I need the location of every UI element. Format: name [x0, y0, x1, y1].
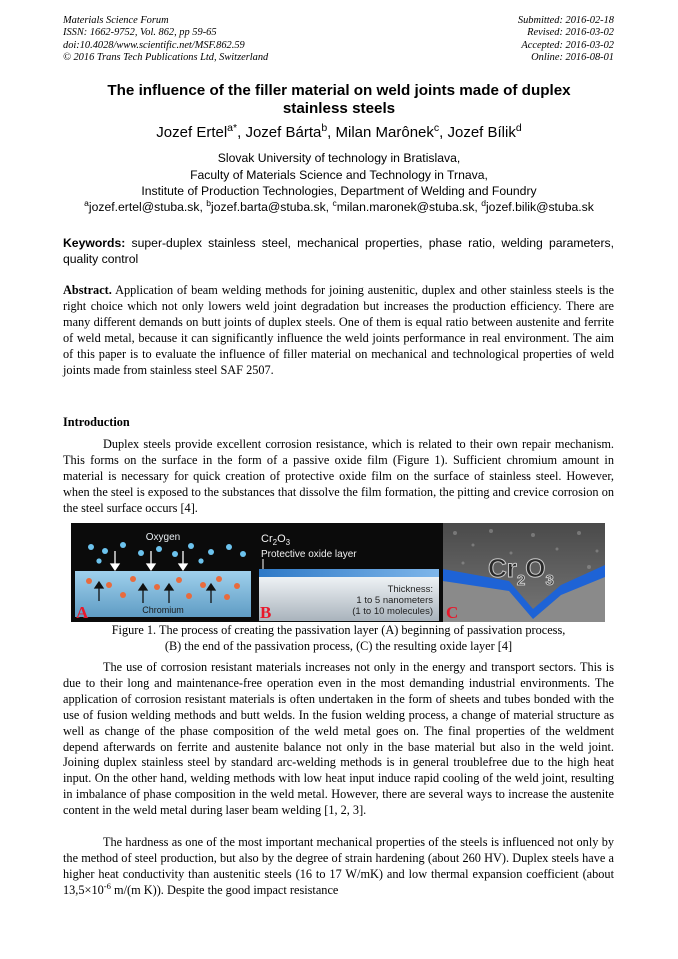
affiliation: [63, 150, 615, 200]
email[interactable]: $^d$jozef.bilik@stuba.sk: [481, 197, 594, 214]
paper-title: [63, 82, 615, 118]
caption-line: (B) the end of the passivation process, (C) the resulting oxide layer [4]: [164, 638, 513, 653]
abstract-label: Abstract.: [63, 283, 112, 297]
figure-panel-b: [255, 523, 443, 622]
intro-paragraph-1: Duplex steels provide excellent corrosion resistance, which is related to their own repair mechanism. This forms on the surface in the form of a passive oxide film (Figure 1). Sufficient chromium amount in material is necessary for quick creation of protective oxide film on the surface of stainless steel. However, when the steel is exposed to the substances that dissolve the film formation, the pitting and crevice corrosion on the steel surface occurs [4].: [63, 437, 614, 515]
revised-date: Revised: 2016-03-02: [527, 27, 614, 39]
intro-paragraph-3: The hardness as one of the most important mechanical properties of the steels is influenced not only by the method of steel production, but also by the degree of strain hardening (about 260 HV). Duplex steels have a higher heat conductivity than austenitic steels (16 to 17 W/mK) and low thermal expansion coefficient (about $13,5\times 10^{-6}$ m/(m K)). Despite the good impact resistance: [63, 835, 614, 897]
author: Jozef Bílik$^d$: [447, 122, 522, 141]
email[interactable]: $^c$milan.maronek@stuba.sk,: [332, 197, 482, 214]
section-heading-introduction: Introduction: [63, 415, 130, 429]
caption-line: Figure 1. The process of creating the passivation layer (A) beginning of passivation process,: [111, 623, 566, 637]
abstract: [63, 283, 614, 378]
author-list: [63, 124, 615, 141]
intro-paragraph-2: The use of corrosion resistant materials increases not only in the energy and transport sectors. This is due to their long and maintenance-free operation even in the most demanding industrial environments. The application of corrosion resistant materials is often undertaken in the form of sheets and tubes bonded with the use of fusion welding methods and butt welds. In the fusion welding process, a change of material structure as well as change of the phase composition of the weld metal goes on. The final properties of the weldment depend afterwards on ferrite and austenite balance not only in the base material but also in the weld joint. Joining duplex stainless steel by standard arc-welding methods is in general troublefree due to the high heat input. On the other hand, welding methods with low heat input induce rapid cooling of the weld joint, resulting in imbalance of phase composition in the weld metal. However, there are several ways to increase the austenite content in the weld metal during laser beam welding [1, 2, 3].: [63, 660, 614, 818]
email-list: [63, 197, 615, 214]
doi-line: doi:10.4028/www.scientific.net/MSF.862.59: [63, 39, 245, 51]
online-date: Online: 2016-08-01: [531, 52, 614, 64]
accepted-date: Accepted: 2016-03-02: [521, 39, 614, 51]
figure-1-caption: [63, 623, 614, 655]
journal-name: Materials Science Forum: [63, 15, 169, 26]
submitted-date: Submitted: 2016-02-18: [517, 15, 614, 26]
affiliation-line: Faculty of Materials Science and Technology in Trnava,: [190, 167, 488, 182]
panel-c-letter: C: [446, 603, 459, 622]
chromium-label: Chromium: [142, 605, 184, 615]
figure-panel-a: [71, 523, 255, 622]
author: Milan Marônek$^c$,: [335, 122, 448, 141]
protective-layer-label: Protective oxide layer: [261, 549, 357, 560]
keywords-text: super-duplex stainless steel, mechanical properties, phase ratio, welding parameters, quality control: [63, 236, 614, 266]
thickness-label: Thickness:: [387, 584, 433, 595]
cr2o3-3d-text: $Cr_2O_3$: [488, 553, 554, 589]
copyright-line: © 2016 Trans Tech Publications Ltd, Switzerland: [63, 52, 269, 64]
figure-1-passivation: [71, 523, 605, 622]
email[interactable]: $^b$jozef.barta@stuba.sk,: [206, 197, 333, 214]
oxygen-label: Oxygen: [145, 532, 181, 543]
title-line-1: The influence of the filler material on weld joints made of duplex: [107, 82, 571, 99]
abstract-text: Application of beam welding methods for joining austenitic, duplex and other stainless steels is the right choice which not only lowers weld joint degradation but increases the production efficiency. There are many different demands on butt joints of duplex steels. One of them is equal ratio between austenite and ferrite of weld metal, because it can significantly influence the weld joints performance in real environment. The aim of this paper is to evaluate the influence of filler material on mechanical and technological properties of weld joints made from stainless steel SAF 2507.: [63, 283, 614, 377]
formula-cr2o3: $Cr_2O_3$: [261, 533, 291, 547]
email[interactable]: $^a$jozef.ertel@stuba.sk,: [84, 197, 207, 214]
title-line-2: stainless steels: [282, 100, 396, 117]
affiliation-line: Institute of Production Technologies, Department of Welding and Foundry: [141, 184, 537, 198]
dates-header: [518, 15, 614, 65]
author: Jozef Ertel$^{a*}$,: [156, 122, 246, 141]
thickness-nm: 1 to 5 nanometers: [356, 595, 433, 606]
thickness-molecules: (1 to 10 molecules): [352, 606, 433, 617]
panel-b-letter: B: [260, 603, 272, 622]
figure-panel-c: [443, 523, 605, 622]
keywords: [63, 235, 614, 267]
keywords-label: Keywords:: [63, 236, 126, 250]
author: Jozef Bárta$^b$,: [245, 122, 336, 141]
affiliation-line: Slovak University of technology in Bratislava,: [217, 151, 461, 165]
issn-line: ISSN: 1662-9752, Vol. 862, pp 59-65: [63, 27, 217, 39]
journal-header: [63, 15, 268, 65]
panel-a-letter: A: [76, 603, 89, 622]
